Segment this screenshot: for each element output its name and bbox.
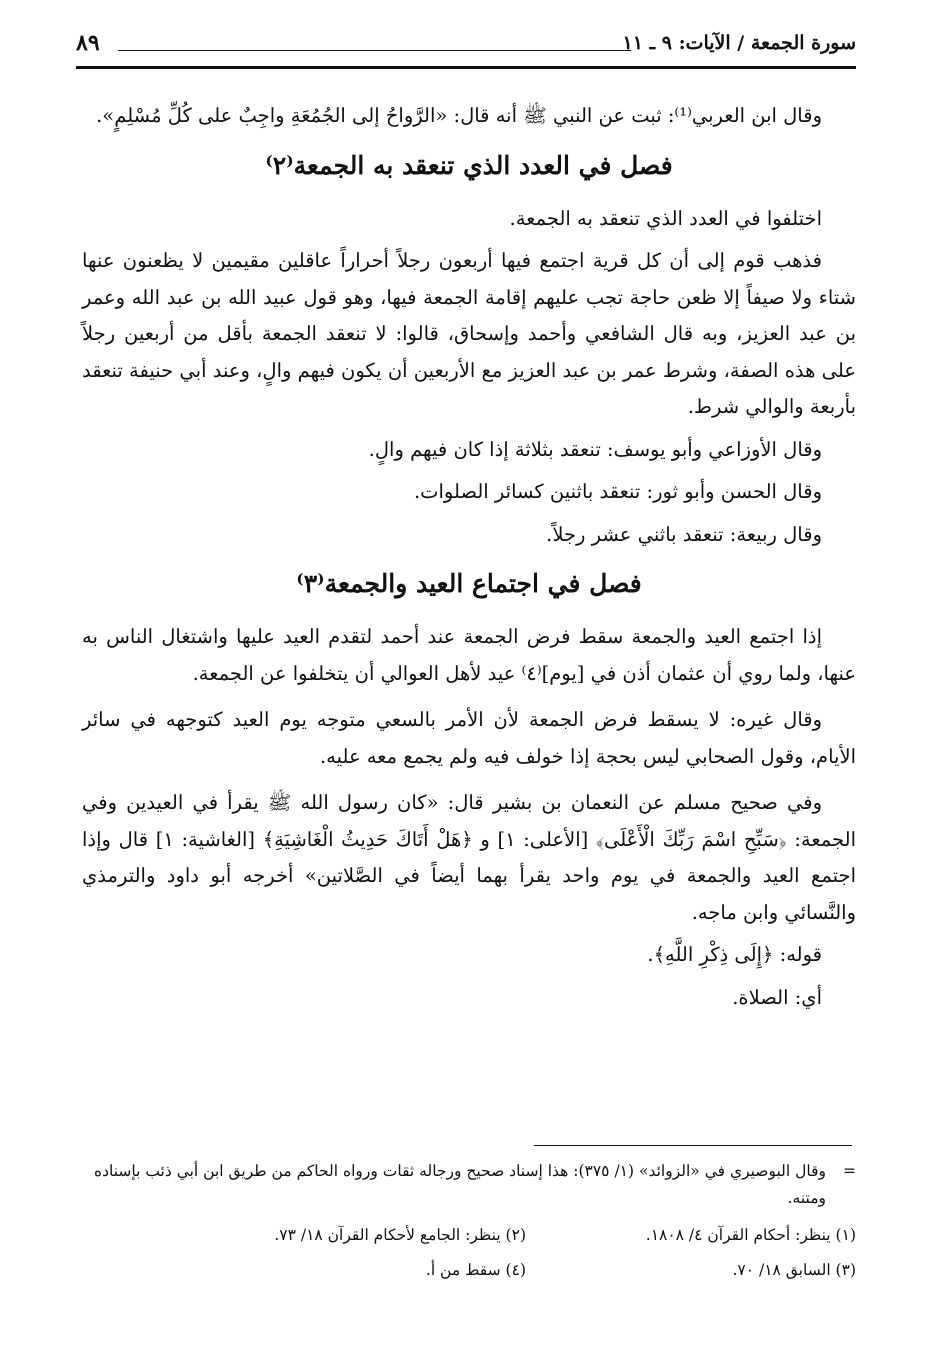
- footnote-continuation: [82, 1158, 856, 1212]
- footnotes: [82, 1158, 856, 1292]
- paragraph-hasan: وقال الحسن وأبو ثور: تنعقد باثنين كسائر الصلوات.: [413, 480, 822, 503]
- section-heading-eid: فصل في اجتماع العيد والجمعة⁽٣⁾: [296, 569, 642, 598]
- footnote-1: (١) ينظر: أحكام القرآن ٤/ ١٨٠٨.: [645, 1226, 856, 1244]
- footnote-continuation-text: وقال البوصيري في «الزوائد» (١/ ٣٧٥): هذا إسناد صحيح ورجاله ثقات ورواه الحاكم من طريق ابن أبي ذئب بإسناده ومتنه.: [93, 1162, 826, 1207]
- footnote-4: (٤) سقط من أ.: [425, 1261, 526, 1279]
- paragraph-awzai: وقال الأوزاعي وأبو يوسف: تنعقد بثلاثة إذا كان فيهم والٍ.: [368, 437, 822, 461]
- footnote-row: [82, 1222, 856, 1249]
- footnote-divider: [534, 1145, 852, 1146]
- page-number: ٨٩: [76, 30, 100, 56]
- paragraph-forty-men: فذهب قوم إلى أن كل قرية اجتمع فيها أربعون رجلاً أحراراً عاقلين مقيمين لا يظعنون عنها شتاء ولا صيفاً إلا ظعن حاجة تجب عليهم إقامة الجمعة فيها، وهو قول عبيد الله بن عبد الله وعمر بن عبد العزيز، وبه قال الشافعي وأحمد وإسحاق، قالوا: لا تنعقد الجمعة بأقل من أربعين رجلاً على هذه الصفة، وشرط عمر بن عبد العزيز مع الأربعين أن يكون فيهم والٍ، وعند أبي حنيفة تنعقد بأربعة والوالي شرط.: [82, 249, 856, 418]
- paragraph-disagreement: اختلفوا في العدد الذي تنعقد به الجمعة.: [509, 206, 822, 230]
- main-text: [82, 98, 856, 1022]
- footnote-row: [82, 1257, 856, 1284]
- paragraph-meaning: أي: الصلاة.: [732, 985, 822, 1009]
- section-heading-number: فصل في العدد الذي تنعقد به الجمعة⁽٢⁾: [265, 150, 673, 180]
- paragraph-muslim-hadith: وفي صحيح مسلم عن النعمان بن بشير قال: «كان رسول الله ﷺ يقرأ في العيدين وفي الجمعة: ﴿سَبِّحِ اسْمَ رَبِّكَ الْأَعْلَى﴾ [الأعلى: ١] و ﴿هَلْ أَتَاكَ حَدِيثُ الْغَاشِيَةِ﴾ [الغاشية: ١] قال وإذا اجتمع العيد والجمعة في يوم واحد يقرأ بهما أيضاً في الصَّلاتين» أخرجه أبو داود والترمذي والنَّسائي وابن ماجه.: [82, 791, 856, 924]
- running-head: [76, 30, 856, 64]
- paragraph-verse-quote: قوله: ﴿إِلَى ذِكْرِ اللَّهِ﴾.: [647, 943, 822, 966]
- footnote-3: (٣) السابق ١٨/ ٧٠.: [732, 1261, 856, 1279]
- paragraph-ibn-arabi: وقال ابن العربي⁽¹⁾: ثبت عن النبي ﷺ أنه قال: «الرَّواحُ إلى الجُمُعَةِ واجِبٌ على كُلِّ مُسْلِمٍ».: [96, 104, 822, 127]
- running-head-title: سورة الجمعة / الآيات: ٩ ـ ١١: [622, 32, 856, 54]
- header-divider: [76, 66, 856, 69]
- paragraph-eid-friday: إذا اجتمع العيد والجمعة سقط فرض الجمعة عند أحمد لتقدم العيد عليها واشتغال الناس به عنها، ولما روي أن عثمان أذن في [يوم]⁽٤⁾ عيد لأهل العوالي أن يتخلفوا عن الجمعة.: [82, 625, 856, 685]
- paragraph-other-opinion: وقال غيره: لا يسقط فرض الجمعة لأن الأمر بالسعي متوجه يوم العيد كتوجهه في سائر الأيام، وقول الصحابي ليس بحجة إذا خولف فيه ولم يجمع معه عليه.: [82, 708, 856, 768]
- footnote-2: (٢) ينظر: الجامع لأحكام القرآن ١٨/ ٧٣.: [274, 1226, 526, 1244]
- continuation-mark: =: [843, 1162, 856, 1180]
- paragraph-rabia: وقال ربيعة: تنعقد باثني عشر رجلاً.: [546, 522, 822, 546]
- running-head-rule: [118, 50, 631, 51]
